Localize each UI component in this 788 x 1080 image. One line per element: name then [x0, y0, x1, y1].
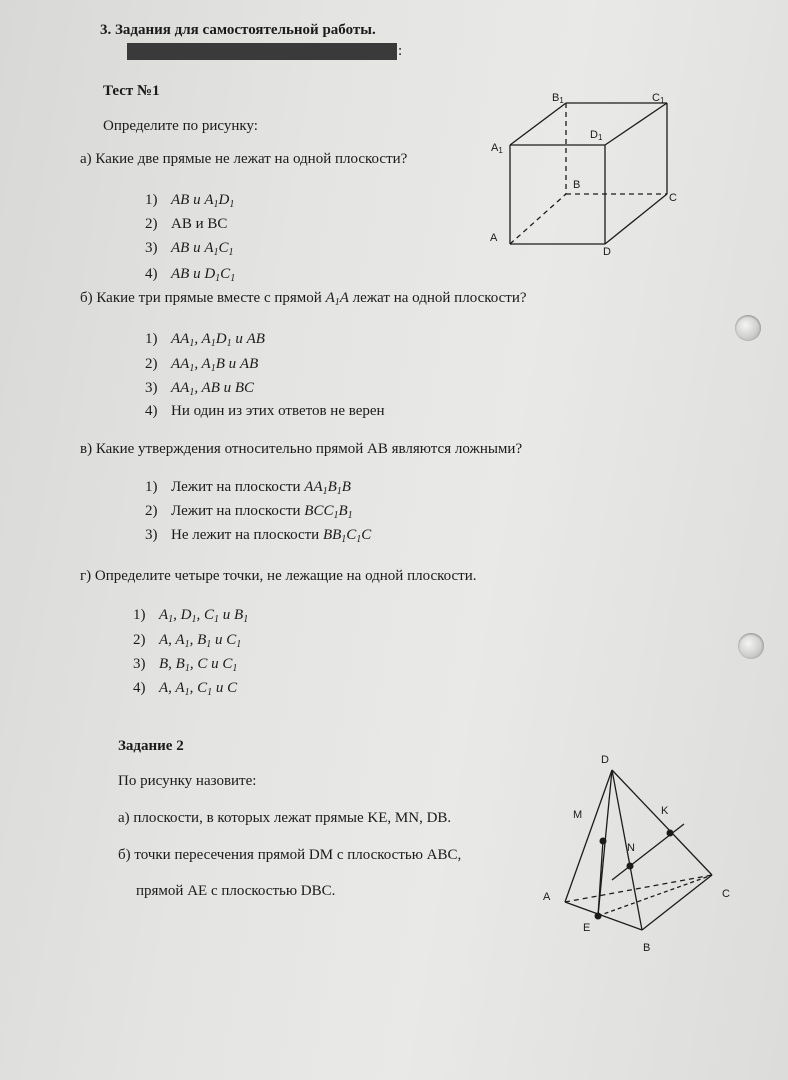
option-number: 4) [133, 680, 146, 696]
test1-title: Тест №1 [103, 83, 160, 99]
qb-option-1: 1) $AA_1$, $A_1D_1$ и AB [145, 331, 265, 349]
qa-option-1: 1) AB и $A_1D_1$ [145, 192, 235, 210]
option-number: 3) [145, 380, 158, 396]
pyr-label-e: E [583, 922, 591, 934]
pyr-label-k: K [661, 805, 669, 817]
cube-label-c: C [669, 192, 677, 204]
qd-option-2: 2) A, $A_1$, $B_1$ и $C_1$ [133, 632, 242, 650]
cube-label-d: D [603, 246, 611, 258]
qa-option-2: 2) АВ и ВС [145, 216, 228, 232]
qa-option-3: 3) AB и $A_1C_1$ [145, 240, 234, 258]
cube-figure [480, 82, 690, 262]
qc-option-2: 2) Лежит на плоскости $BCC_1B_1$ [145, 503, 353, 521]
pyramid-figure [540, 748, 740, 958]
punch-hole-top [735, 315, 761, 341]
option-number: 3) [133, 656, 146, 672]
cube-label-c1: C1 [652, 92, 665, 105]
question-b: б) Какие три прямые вместе с прямой $A_1A$ лежат на одной плоскости? [80, 290, 527, 308]
qd-option-3: 3) B, $B_1$, C и $C_1$ [133, 656, 238, 674]
option-number: 4) [145, 266, 158, 282]
task2-title: Задание 2 [118, 738, 184, 754]
cube-label-b: B [573, 179, 581, 191]
cube-label-a1: A1 [491, 142, 503, 155]
redaction-colon: : [398, 43, 403, 59]
option-number: 1) [145, 192, 158, 208]
option-number: 1) [145, 331, 158, 347]
qb-option-4: 4) Ни один из этих ответов не верен [145, 403, 385, 419]
pyr-label-n: N [627, 842, 635, 854]
option-number: 1) [133, 607, 146, 623]
qc-option-3: 3) Не лежит на плоскости $BB_1C_1C$ [145, 527, 372, 545]
option-number: 1) [145, 479, 158, 495]
section-title: 3. Задания для самостоятельной работы. [100, 22, 376, 38]
question-d: г) Определите четыре точки, не лежащие на одной плоскости. [80, 568, 477, 584]
option-number: 4) [145, 403, 158, 419]
pyr-label-c: C [722, 888, 730, 900]
task2-item-b-cont: прямой АЕ с плоскостью DBC. [136, 883, 336, 899]
cube-label-a: A [490, 232, 498, 244]
qd-option-4: 4) A, $A_1$, $C_1$ и C [133, 680, 238, 698]
question-a: а) Какие две прямые не лежат на одной плоскости? [80, 151, 408, 167]
option-number: 2) [145, 503, 158, 519]
qd-option-1: 1) $A_1$, $D_1$, $C_1$ и $B_1$ [133, 607, 249, 625]
option-number: 2) [145, 356, 158, 372]
task2-intro: По рисунку назовите: [118, 773, 257, 789]
qc-option-1: 1) Лежит на плоскости $AA_1B_1B$ [145, 479, 351, 497]
task2-item-a: а) плоскости, в которых лежат прямые KE, MN, DB. [118, 810, 452, 826]
question-c: в) Какие утверждения относительно прямой АВ являются ложными? [80, 441, 523, 457]
option-number: 3) [145, 240, 158, 256]
qb-option-3: 3) $AA_1$, AB и BC [145, 380, 255, 398]
option-number: 2) [145, 216, 158, 232]
qa-option-4: 4) AB и $D_1C_1$ [145, 266, 236, 284]
test1-intro: Определите по рисунку: [103, 118, 258, 134]
option-number: 3) [145, 527, 158, 543]
pyr-label-a: A [543, 891, 551, 903]
punch-hole-bottom [738, 633, 764, 659]
redacted-block [127, 43, 397, 60]
cube-label-d1: D1 [590, 129, 603, 142]
pyr-label-m: M [573, 809, 583, 821]
option-number: 2) [133, 632, 146, 648]
task2-item-b: б) точки пересечения прямой DM с плоскостью ABC, [118, 847, 462, 863]
qb-option-2: 2) $AA_1$, $A_1B$ и AB [145, 356, 259, 374]
pyr-label-b: B [643, 942, 651, 954]
cube-label-b1: B1 [552, 92, 564, 105]
pyr-label-d: D [601, 754, 609, 766]
